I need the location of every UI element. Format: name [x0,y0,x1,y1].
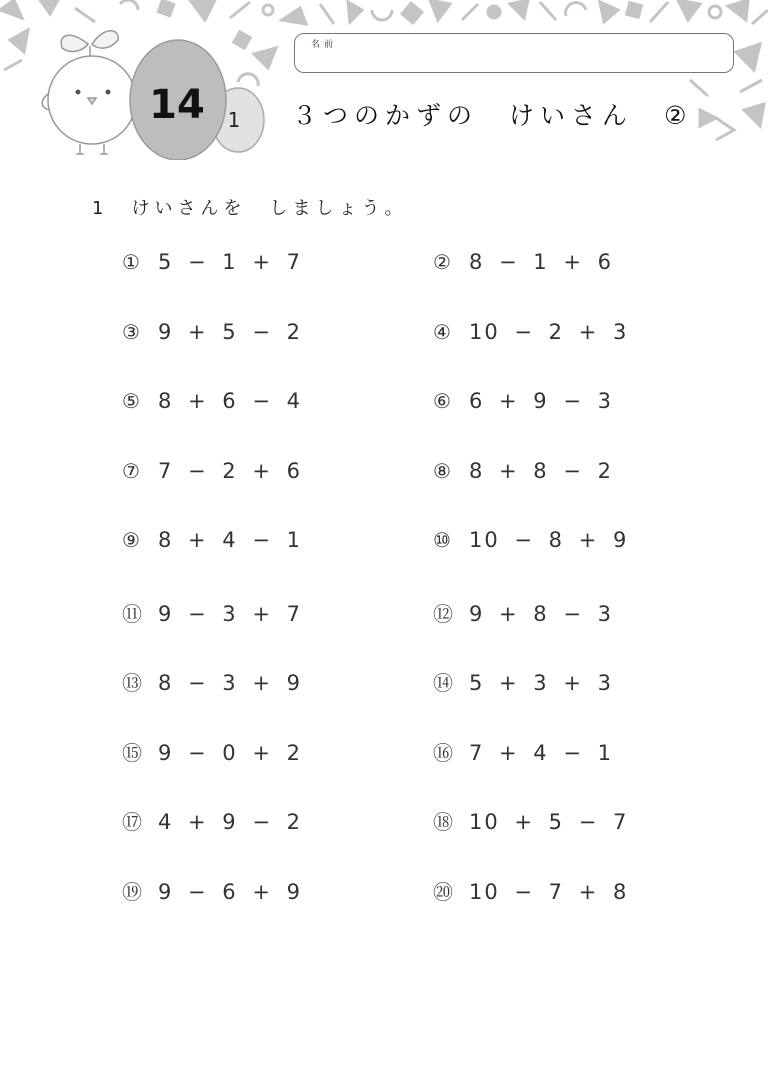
problem-expression: 9 + 8 − 3 [469,601,613,626]
problem-number: ⑩ [433,528,451,552]
problem-expression: 10 − 8 + 9 [469,528,629,552]
problem-number: ⑬ [122,671,142,695]
problem-expression: 7 + 4 − 1 [469,740,613,765]
problem-expression: 4 + 9 − 2 [158,810,302,834]
problem-number: ⑰ [122,810,142,834]
problem-number: ② [433,250,451,274]
lesson-number: 14 [149,82,205,128]
problem-expression: 7 − 2 + 6 [158,458,302,483]
problem-number: ① [122,250,140,274]
name-label: 名前 [311,40,338,50]
worksheet-title: ３つのかずの けいさん ② [292,101,693,130]
problem-number: ④ [433,319,451,344]
problem-number: ⑮ [122,740,142,765]
problem-number: ⑳ [433,879,453,904]
problem-item [122,806,302,835]
problem-expression: 8 − 1 + 6 [469,250,613,274]
problem-item [122,528,302,552]
problem-item [433,389,613,413]
problem-expression: 8 + 6 − 4 [158,389,302,413]
problem-expression: 5 + 3 + 3 [469,671,613,695]
problem-item [433,598,613,627]
problem-expression: 10 + 5 − 7 [469,810,629,834]
problem-item [122,250,302,274]
problem-item [122,667,302,696]
problem-number: ⑫ [433,601,453,626]
problem-number: ⑦ [122,458,140,483]
problem-expression: 8 − 3 + 9 [158,671,302,695]
problem-expression: 5 − 1 + 7 [158,250,302,274]
header-decoration [0,0,768,160]
problem-number: ⑤ [122,389,140,413]
problem-number: ⑲ [122,879,142,904]
problem-item [433,876,628,905]
problem-item [122,737,302,766]
problem-item [433,737,613,766]
problem-item [433,528,628,552]
problem-item [433,667,613,696]
problem-number: ⑧ [433,458,451,483]
problem-number: ⑯ [433,740,453,765]
problem-expression: 10 − 7 + 8 [469,879,629,904]
problem-expression: 9 − 6 + 9 [158,879,302,904]
problem-expression: 8 + 8 − 2 [469,458,613,483]
problem-expression: 9 − 3 + 7 [158,601,302,626]
problem-item [122,598,302,627]
name-field[interactable] [294,33,734,73]
problem-number: ⑪ [122,601,142,626]
problem-expression: 8 + 4 − 1 [158,528,302,552]
problem-expression: 9 − 0 + 2 [158,740,302,765]
problem-item [433,250,613,274]
problem-expression: 9 + 5 − 2 [158,319,302,344]
problem-number: ⑱ [433,810,453,834]
problem-item [433,459,613,483]
problem-expression: 10 − 2 + 3 [469,319,629,344]
problem-item [433,320,628,344]
problem-item [122,876,302,905]
instruction-text: 1 けいさんを しましょう。 [92,198,408,219]
problem-number: ⑥ [433,389,451,413]
lesson-sub-number: 1 [227,108,241,132]
problem-expression: 6 + 9 − 3 [469,389,613,413]
chick-sprout-icon [42,31,136,154]
problem-item [433,806,628,835]
problem-number: ③ [122,319,140,344]
problem-item [122,389,302,413]
problem-item [122,459,302,483]
problem-number: ⑨ [122,528,140,552]
problem-item [122,320,302,344]
problem-number: ⑭ [433,671,453,695]
